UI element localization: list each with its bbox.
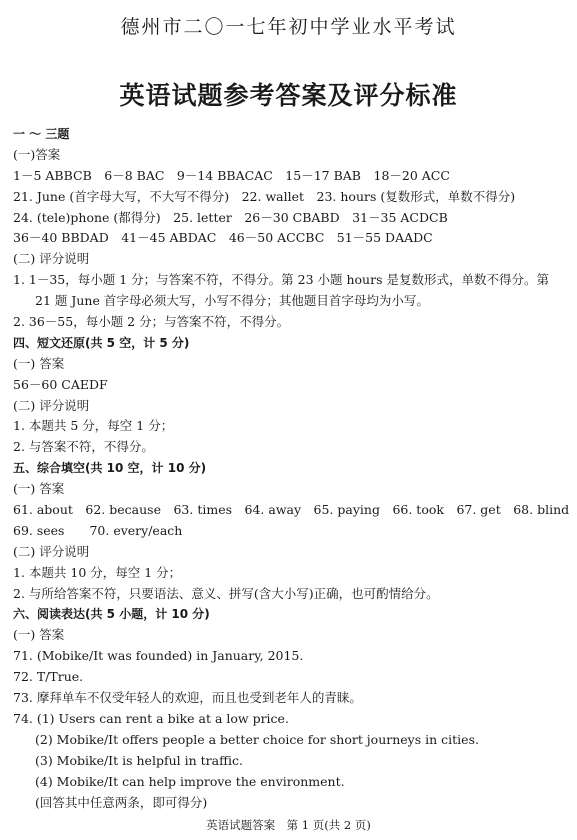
section-heading: 六、阅读表达(共 5 小题，计 10 分) (13, 607, 210, 622)
scoring-rule: 2. 36－55，每小题 2 分；与答案不符，不得分。 (13, 314, 290, 330)
answer-line: 24. (tele)phone (都得分) 25. letter 26－30 CBABD 31－35 ACDCB (13, 209, 448, 225)
answer-note: (回答其中任意两条，即可得分) (35, 794, 208, 810)
answers-label: (一) 答案 (13, 627, 65, 643)
section-heading: 四、短文还原(共 5 空，计 5 分) (13, 335, 190, 350)
scoring-rule: 1. 本题共 5 分，每空 1 分； (13, 418, 174, 434)
answers-label: (一) 答案 (13, 355, 65, 371)
answer-content (13, 124, 570, 813)
answer-line: 56－60 CAEDF (13, 376, 108, 392)
document-title: 英语试题参考答案及评分标准 (119, 81, 458, 110)
answers-label: (一) 答案 (13, 481, 65, 497)
answer-line: (4) Mobike/It can help improve the environment. (35, 773, 345, 789)
answer-line: (3) Mobike/It is helpful in traffic. (35, 752, 243, 768)
answer-line: 1－5 ABBCB 6－8 BAC 9－14 BBACAC 15－17 BAB 18－20 ACC (13, 167, 450, 183)
scoring-rule: 1. 本题共 10 分，每空 1 分； (13, 564, 182, 580)
scoring-label: (二) 评分说明 (13, 251, 90, 267)
answer-line: 61. about 62. because 63. times 64. away 65. paying 66. took 67. get 68. blind (13, 502, 570, 518)
scoring-rule: 2. 与答案不符，不得分。 (13, 439, 154, 455)
section-heading: 一 ～ 三题 (13, 127, 70, 141)
answer-line: 69. sees 70. every/each (13, 522, 183, 538)
section-heading: 五、综合填空(共 10 空，计 10 分) (13, 461, 207, 476)
scoring-label: (二) 评分说明 (13, 543, 90, 559)
answer-line: 21. June (首字母大写，不大写不得分) 22. wallet 23. hours (复数形式，单数不得分) (13, 188, 516, 204)
scoring-label: (二) 评分说明 (13, 397, 90, 413)
scoring-rule-continuation: 21 题 June 首字母必须大写，小写不得分；其他题目首字母均为小写。 (35, 293, 429, 309)
page-footer: 英语试题答案 第 1 页(共 2 页) (206, 818, 371, 832)
answer-line: (2) Mobike/It offers people a better choice for short journeys in cities. (35, 731, 479, 747)
scoring-rule: 1. 1－35，每小题 1 分；与答案不符，不得分。第 23 小题 hours 是复数形式，单数不得分。第 (13, 272, 549, 288)
answer-line: 73. 摩拜单车不仅受年轻人的欢迎，而且也受到老年人的青睐。 (13, 690, 362, 706)
answer-line: 72. T/True. (13, 669, 84, 685)
answer-line: 36－40 BBDAD 41－45 ABDAC 46－50 ACCBC 51－55 DAADC (13, 230, 433, 246)
scoring-rule: 2. 与所给答案不符，只要语法、意义、拼写(含大小写)正确，也可酌情给分。 (13, 585, 439, 601)
answer-line: 71. (Mobike/It was founded) in January, 2015. (13, 648, 304, 664)
answers-label: (一)答案 (13, 146, 61, 162)
answer-line: 74. (1) Users can rent a bike at a low price. (13, 710, 289, 726)
exam-header: 德州市二〇一七年初中学业水平考试 (120, 16, 457, 38)
